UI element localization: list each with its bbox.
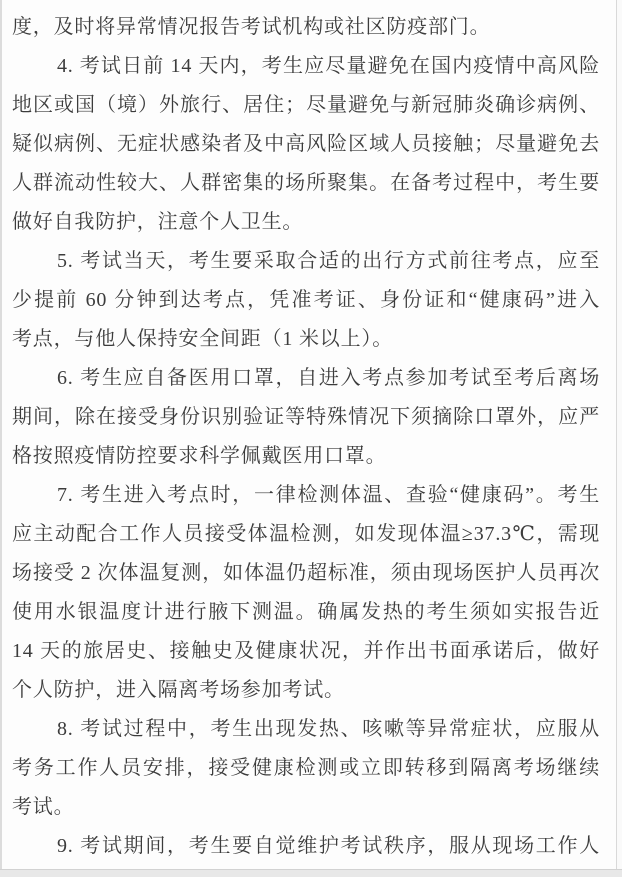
text-line: 少提前 60 分钟到达考点，凭准考证、身份证和“健康码”进入 (12, 289, 600, 311)
text-line: 8. 考试过程中，考生出现发热、咳嗽等异常症状，应服从 (57, 718, 600, 740)
text-line: 7. 考生进入考点时，一律检测体温、查验“健康码”。考生 (57, 484, 600, 506)
text-line: 场接受 2 次体温复测，如体温仍超标准，须由现场医护人员再次 (12, 562, 600, 584)
text-line: 14 天的旅居史、接触史及健康状况，并作出书面承诺后，做好 (12, 640, 600, 662)
text-line: 度，及时将异常情况报告考试机构或社区防疫部门。 (12, 16, 491, 38)
text-line: 地区或国（境）外旅行、居住；尽量避免与新冠肺炎确诊病例、 (12, 94, 600, 116)
document-text-block (12, 8, 600, 866)
text-line: 人群流动性较大、人群密集的场所聚集。在备考过程中，考生要 (12, 172, 600, 194)
text-line: 4. 考试日前 14 天内，考生应尽量避免在国内疫情中高风险 (57, 55, 600, 77)
text-line: 5. 考试当天，考生要采取合适的出行方式前往考点，应至 (57, 250, 600, 272)
text-line: 个人防护，进入隔离考场参加考试。 (12, 679, 345, 701)
text-line: 9. 考试期间，考生要自觉维护考试秩序，服从现场工作人 (57, 835, 600, 857)
text-line: 使用水银温度计进行腋下测温。确属发热的考生须如实报告近 (12, 601, 600, 623)
page-left-edge (0, 0, 2, 877)
page-right-margin (617, 0, 622, 869)
text-line: 期间，除在接受身份识别验证等特殊情况下须摘除口罩外，应严 (12, 406, 600, 428)
text-line: 应主动配合工作人员接受体温检测，如发现体温≥37.3℃，需现 (12, 523, 600, 545)
text-line: 考试。 (12, 796, 75, 818)
page-right-edge (616, 0, 617, 869)
text-line: 6. 考生应自备医用口罩，自进入考点参加考试至考后离场 (57, 367, 600, 389)
text-line: 考点，与他人保持安全间距（1 米以上）。 (12, 328, 393, 350)
text-line: 疑似病例、无症状感染者及中高风险区域人员接触；尽量避免去 (12, 133, 600, 155)
text-line: 格按照疫情防控要求科学佩戴医用口罩。 (12, 445, 387, 467)
page-bottom-edge (0, 869, 622, 877)
text-line: 考务工作人员安排，接受健康检测或立即转移到隔离考场继续 (12, 757, 600, 779)
text-line: 做好自我防护，注意个人卫生。 (12, 211, 304, 233)
